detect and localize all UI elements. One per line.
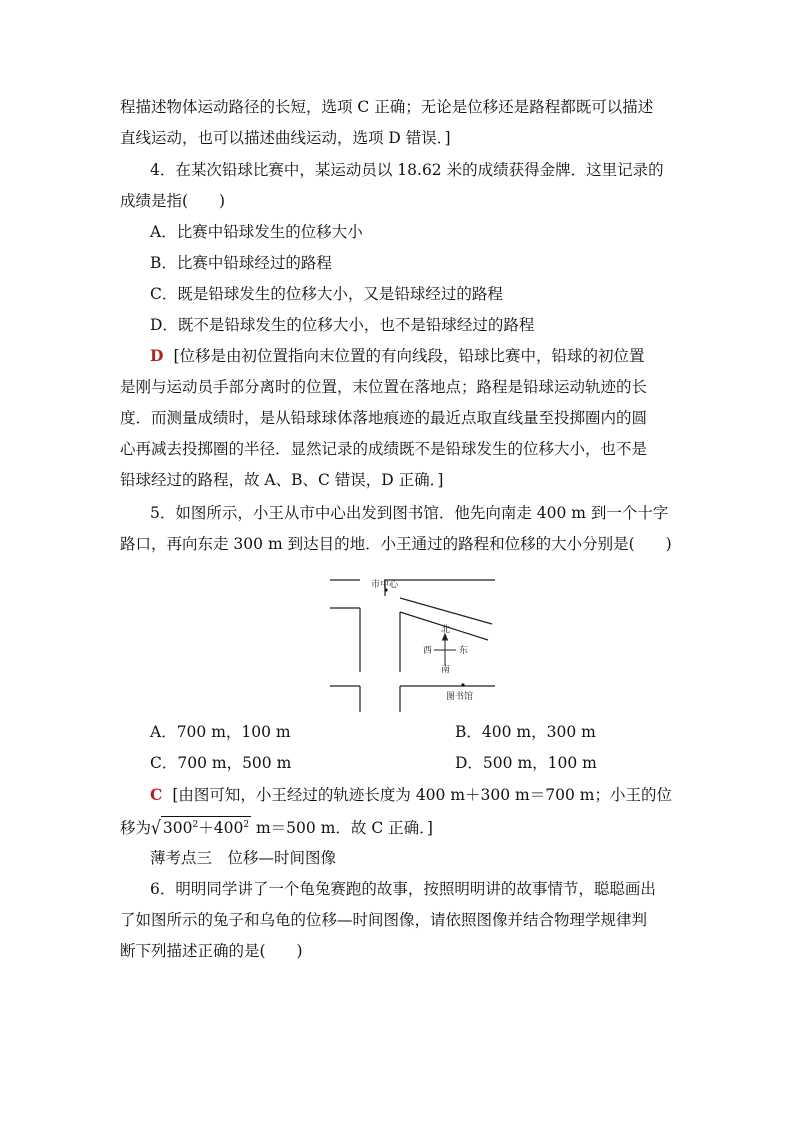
explanation-text: [由图可知，小王经过的轨迹长度为 400 m＋300 m＝700 m；小王的位 [172,786,672,804]
radicand-term: ＋400 [198,819,244,838]
explanation-line: 是刚与运动员手部分离时的位置，末位置在落地点；路程是铅球运动轨迹的长 [120,378,648,396]
option-b: B．比赛中铅球经过的路程 [150,254,332,272]
question-6-stem: 6．明明同学讲了一个龟兔赛跑的故事，按照明明讲的故事情节，聪聪画出 [150,880,656,898]
question-4-stem: 成绩是指( ) [120,192,226,210]
compass-east: 东 [459,646,469,656]
option-a: A．700 m，100 m [150,723,291,741]
option-b: B．400 m，300 m [455,723,596,741]
question-6-stem: 断下列描述正确的是( ) [120,942,303,960]
text-line: 直线运动，也可以描述曲线运动，选项 D 错误．] [120,129,451,147]
map-label-city-center: 市中心 [371,580,399,590]
explanation-formula-line [120,816,680,838]
option-a: A．比赛中铅球发生的位移大小 [150,223,363,241]
formula-prefix: 移为 [120,819,152,838]
compass-north: 北 [441,625,451,635]
map-label-library: 图书馆 [446,692,474,702]
question-4-stem: 4．在某次铅球比赛中，某运动员以 18.62 米的成绩获得金牌．这里记录的 [150,161,664,179]
compass-rose-icon [434,634,456,665]
answer-letter: D [150,346,164,365]
compass-west: 西 [423,646,433,656]
explanation-line: 心再减去投掷圈的半径．显然记录的成绩既不是铅球发生的位移大小，也不是 [120,440,648,458]
question-6-stem: 了如图所示的兔子和乌龟的位移—时间图像，请依照图像并结合物理学规律判 [120,911,648,929]
option-c: C．既是铅球发生的位移大小，又是铅球经过的路程 [150,285,503,303]
option-d: D．既不是铅球发生的位移大小，也不是铅球经过的路程 [150,316,535,334]
question-5-stem: 路口，再向东走 300 m 到达目的地．小王通过的路程和位移的大小分别是( ) [120,535,672,553]
section-heading: 薄考点三 位移—时间图像 [150,849,337,867]
option-d: D．500 m，100 m [455,754,597,772]
question-5-stem: 5．如图所示，小王从市中心出发到图书馆．他先向南走 400 m 到一个十字 [150,504,669,522]
answer-letter: C [150,785,163,804]
explanation-line: 铅球经过的路程，故 A、B、C 错误，D 正确．] [120,471,444,489]
sqrt-icon: √ [151,817,161,839]
explanation-text: [位移是由初位置指向末位置的有向线段，铅球比赛中，铅球的初位置 [173,347,645,365]
explanation-line: 度．而测量成绩时，是从铅球球体落地痕迹的最近点取直线量至投掷圈内的圆 [120,409,648,427]
compass-south: 南 [441,665,451,675]
question-5-explanation [150,785,710,805]
street-map-figure [330,572,495,712]
street-map-svg [330,572,495,712]
option-c: C．700 m，500 m [150,754,292,772]
sqrt-radicand: $300^2+400^2$ [161,816,251,837]
question-4-explanation [150,346,710,366]
radicand-term: 300 [162,819,193,838]
formula-suffix: m＝500 m．故 C 正确．] [251,819,433,838]
text-line: 程描述物体运动路径的长短，选项 C 正确；无论是位移还是路程都既可以描述 [120,98,654,116]
